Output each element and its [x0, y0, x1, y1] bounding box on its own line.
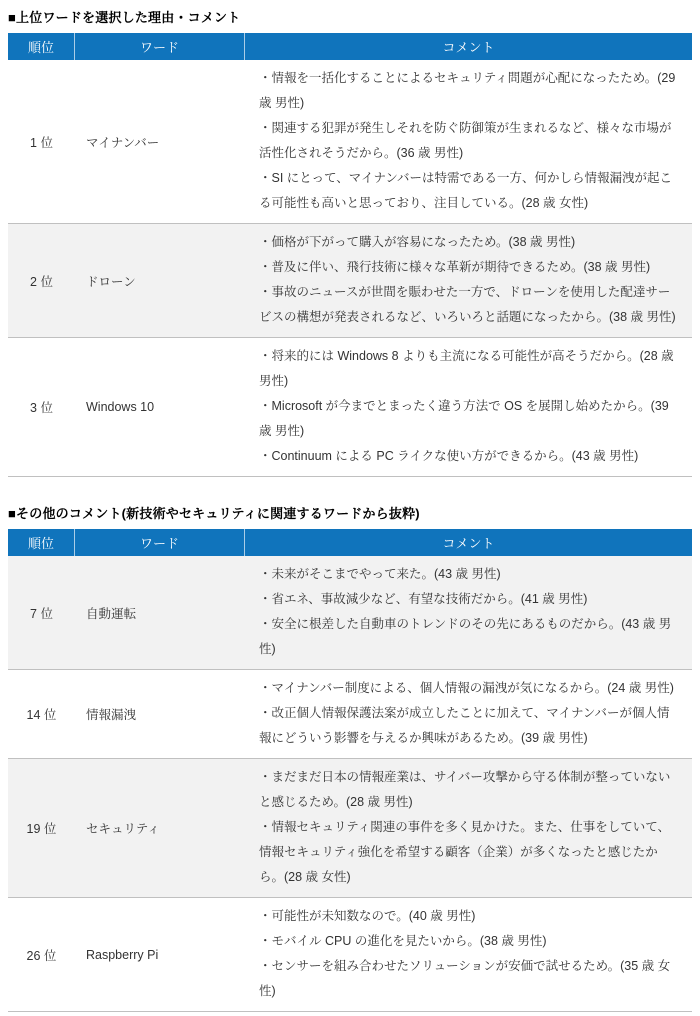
table-row: [8, 759, 692, 898]
table-header-row: [8, 33, 692, 60]
comment-cell: [245, 224, 692, 337]
word-cell: Raspberry Pi: [86, 947, 159, 962]
section-title: ■上位ワードを選択した理由・コメント: [8, 10, 241, 25]
header-cell-word: ワード: [75, 33, 245, 60]
word-cell: 自動運転: [86, 606, 137, 621]
comment-line: ・マイナンバー制度による、個人情報の漏洩が気になるから。(24 歳 男性): [259, 681, 674, 695]
rank-cell: 2 位: [30, 274, 53, 289]
table-body: [8, 556, 692, 1012]
table-header-row: [8, 529, 692, 556]
comment-line: ・将来的には Windows 8 よりも主流になる可能性が高そうだから。(28 歳 男性): [259, 349, 674, 388]
comment-line: ・Continuum による PC ライクな使い方ができるから。(43 歳 男性): [259, 449, 639, 463]
other-comments-table: [8, 529, 692, 1012]
header-cell-rank: 順位: [8, 33, 75, 60]
header-cell-rank: 順位: [8, 529, 75, 556]
comment-line: ・普及に伴い、飛行技術に様々な革新が期待できるため。(38 歳 男性): [259, 260, 651, 274]
comment-cell: [245, 556, 692, 669]
top-words-table: [8, 33, 692, 477]
rank-cell: 7 位: [30, 606, 53, 621]
comment-line: ・安全に根差した自動車のトレンドのその先にあるものだから。(43 歳 男性): [259, 617, 672, 656]
section-top-words: [8, 7, 692, 477]
comment-cell: [245, 338, 692, 476]
table-row: [8, 670, 692, 759]
comment-line: ・Microsoft が今までとまったく違う方法で OS を展開し始めたから。(39 歳 男性): [259, 399, 669, 438]
comment-line: ・省エネ、事故減少など、有望な技術だから。(41 歳 男性): [259, 592, 588, 606]
comment-line: ・SI にとって、マイナンバーは特需である一方、何かしら情報漏洩が起こる可能性も高いと思っており、注目している。(28 歳 女性): [259, 171, 673, 210]
rank-cell: 3 位: [30, 401, 53, 415]
comment-line: ・情報を一括化することによるセキュリティ問題が心配になったため。(29 歳 男性): [259, 71, 676, 110]
comment-line: ・価格が下がって購入が容易になったため。(38 歳 男性): [259, 235, 576, 249]
comment-line: ・まだまだ日本の情報産業は、サイバー攻撃から守る体制が整っていないと感じるため。(28 歳 男性): [259, 770, 671, 809]
word-cell: Windows 10: [86, 400, 155, 414]
table-row: [8, 338, 692, 477]
rank-cell: 19 位: [26, 822, 57, 836]
comment-line: ・未来がそこまでやって来た。(43 歳 男性): [259, 567, 501, 581]
comment-cell: [245, 898, 692, 1011]
comment-line: ・関連する犯罪が発生しそれを防ぐ防御策が生まれるなど、様々な市場が活性化されそうだから。(36 歳 男性): [259, 121, 672, 160]
header-cell-comment: コメント: [442, 40, 495, 55]
rank-cell: 1 位: [30, 135, 53, 150]
table-body: [8, 60, 692, 477]
header-cell-comment: コメント: [442, 536, 495, 551]
rank-cell: 26 位: [26, 948, 57, 963]
comment-line: ・センサーを組み合わせたソリューションが安価で試せるため。(35 歳 女性): [259, 959, 671, 998]
comment-cell: [245, 759, 692, 897]
table-row: [8, 60, 692, 224]
section-title: ■その他のコメント(新技術やセキュリティに関連するワードから抜粋): [8, 506, 420, 521]
table-row: [8, 556, 692, 670]
comment-line: ・事故のニュースが世間を賑わせた一方で、ドローンを使用した配達サービスの構想が発表されるなど、いろいろと話題になったから。(38 歳 男性): [259, 285, 676, 324]
word-cell: セキュリティ: [86, 822, 160, 836]
word-cell: マイナンバー: [86, 135, 160, 150]
comment-cell: [245, 670, 692, 758]
comment-cell: [245, 60, 692, 223]
header-cell-word: ワード: [75, 529, 245, 556]
section-other-comments: [8, 503, 692, 1012]
comment-line: ・可能性が未知数なので。(40 歳 男性): [259, 909, 476, 923]
table-row: [8, 224, 692, 338]
comment-line: ・モバイル CPU の進化を見たいから。(38 歳 男性): [259, 934, 547, 948]
word-cell: 情報漏洩: [86, 708, 137, 722]
table-row: [8, 898, 692, 1012]
comment-line: ・改正個人情報保護法案が成立したことに加えて、マイナンバーが個人情報にどういう影響を与えるか興味があるため。(39 歳 男性): [259, 706, 670, 745]
comment-line: ・情報セキュリティ関連の事件を多く見かけた。また、仕事をしていて、情報セキュリティ強化を希望する顧客（企業）が多くなったと感じたから。(28 歳 女性): [259, 820, 671, 884]
rank-cell: 14 位: [26, 708, 57, 722]
word-cell: ドローン: [86, 274, 136, 289]
